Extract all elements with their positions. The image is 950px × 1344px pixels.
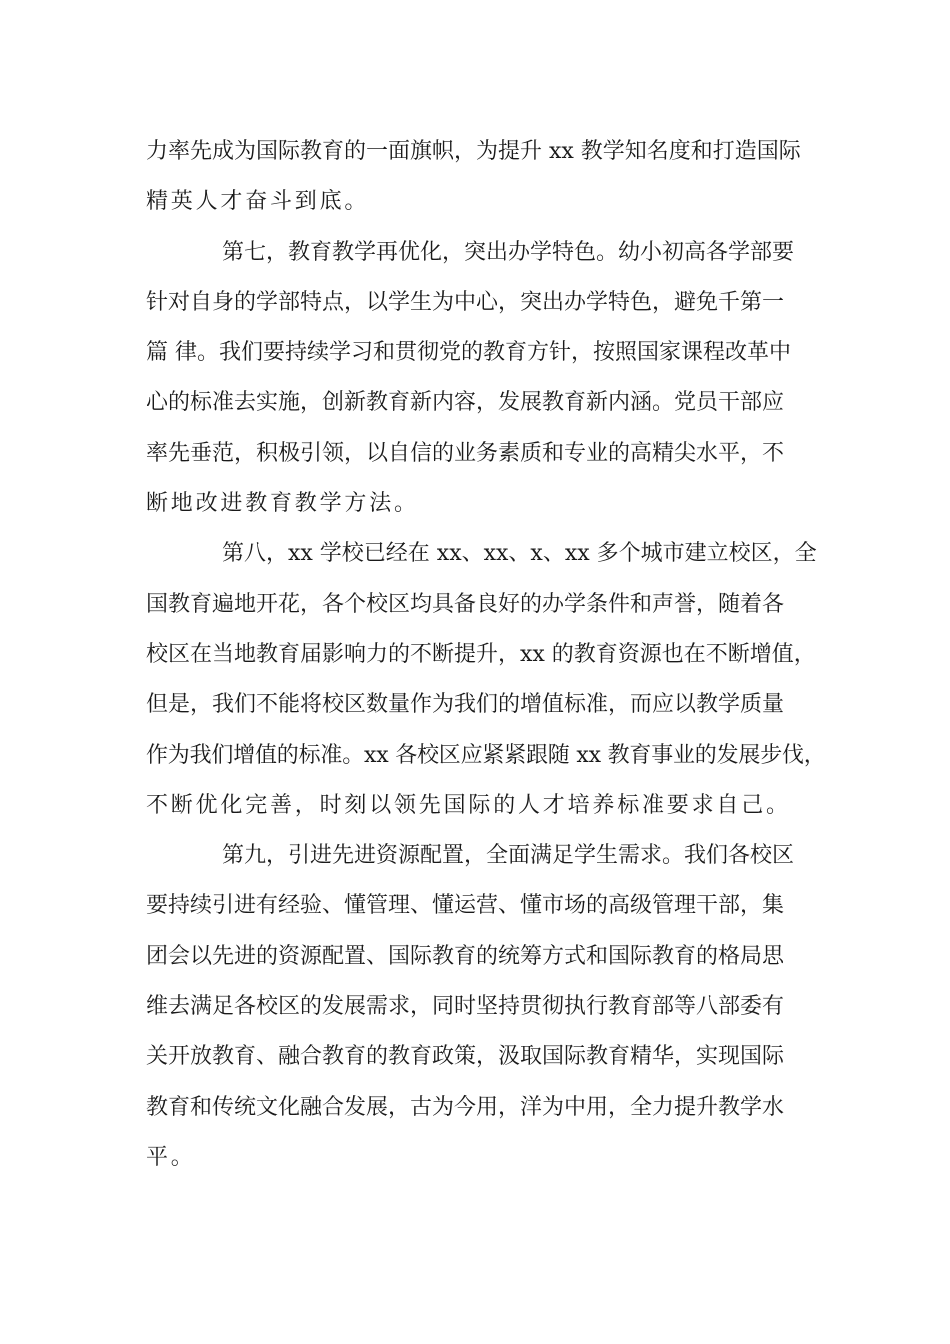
text-line: 关开放教育、融合教育的教育政策，汲取国际教育精华，实现国际 bbox=[146, 1044, 785, 1070]
paragraph bbox=[146, 529, 826, 831]
text-line: 维去满足各校区的发展需求，同时坚持贯彻执行教育部等八部委有 bbox=[146, 994, 785, 1020]
text-line: 校区在当地教育届影响力的不断提升，xx 的教育资源也在不断增值， bbox=[146, 641, 816, 667]
text-line: 作为我们增值的标准。xx 各校区应紧紧跟随 xx 教育事业的发展步伐， bbox=[146, 742, 826, 768]
text-line: 第八，xx 学校已经在 xx、xx、x、xx 多个城市建立校区，全 bbox=[222, 541, 817, 567]
paragraph bbox=[146, 831, 826, 1183]
text-line: 心的标准去实施，创新教育新内容，发展教育新内涵。党员干部应 bbox=[146, 390, 785, 416]
text-line: 国教育遍地开花，各个校区均具备良好的办学条件和声誉，随着各 bbox=[146, 591, 785, 617]
text-line: 教育和传统文化融合发展，古为今用，洋为中用，全力提升教学水 bbox=[146, 1094, 785, 1120]
paragraph bbox=[146, 228, 826, 530]
text-line: 断地改进教育教学方法。 bbox=[146, 491, 419, 517]
text-line: 不断优化完善，时刻以领先国际的人才培养标准要求自己。 bbox=[146, 792, 791, 818]
text-line: 率先垂范，积极引领，以自信的业务素质和专业的高精尖水平，不 bbox=[146, 440, 785, 466]
text-line: 篇 律。我们要持续学习和贯彻党的教育方针，按照国家课程改革中 bbox=[146, 340, 791, 366]
text-line: 针对自身的学部特点，以学生为中心，突出办学特色，避免千第一 bbox=[146, 289, 785, 315]
text-line: 第九，引进先进资源配置，全面满足学生需求。我们各校区 bbox=[222, 843, 795, 869]
text-line: 团会以先进的资源配置、国际教育的统筹方式和国际教育的格局思 bbox=[146, 943, 785, 969]
text-line: 第七，教育教学再优化，突出办学特色。幼小初高各学部要 bbox=[222, 239, 795, 265]
document-body bbox=[146, 127, 826, 1183]
text-line: 平。 bbox=[146, 1144, 196, 1170]
text-line: 要持续引进有经验、懂管理、懂运营、懂市场的高级管理干部，集 bbox=[146, 893, 785, 919]
paragraph bbox=[146, 127, 826, 228]
text-line: 精英人才奋斗到底。 bbox=[146, 189, 370, 215]
text-line: 但是，我们不能将校区数量作为我们的增值标准，而应以教学质量 bbox=[146, 692, 785, 718]
text-line: 力率先成为国际教育的一面旗帜，为提升 xx 教学知名度和打造国际 bbox=[146, 139, 801, 164]
